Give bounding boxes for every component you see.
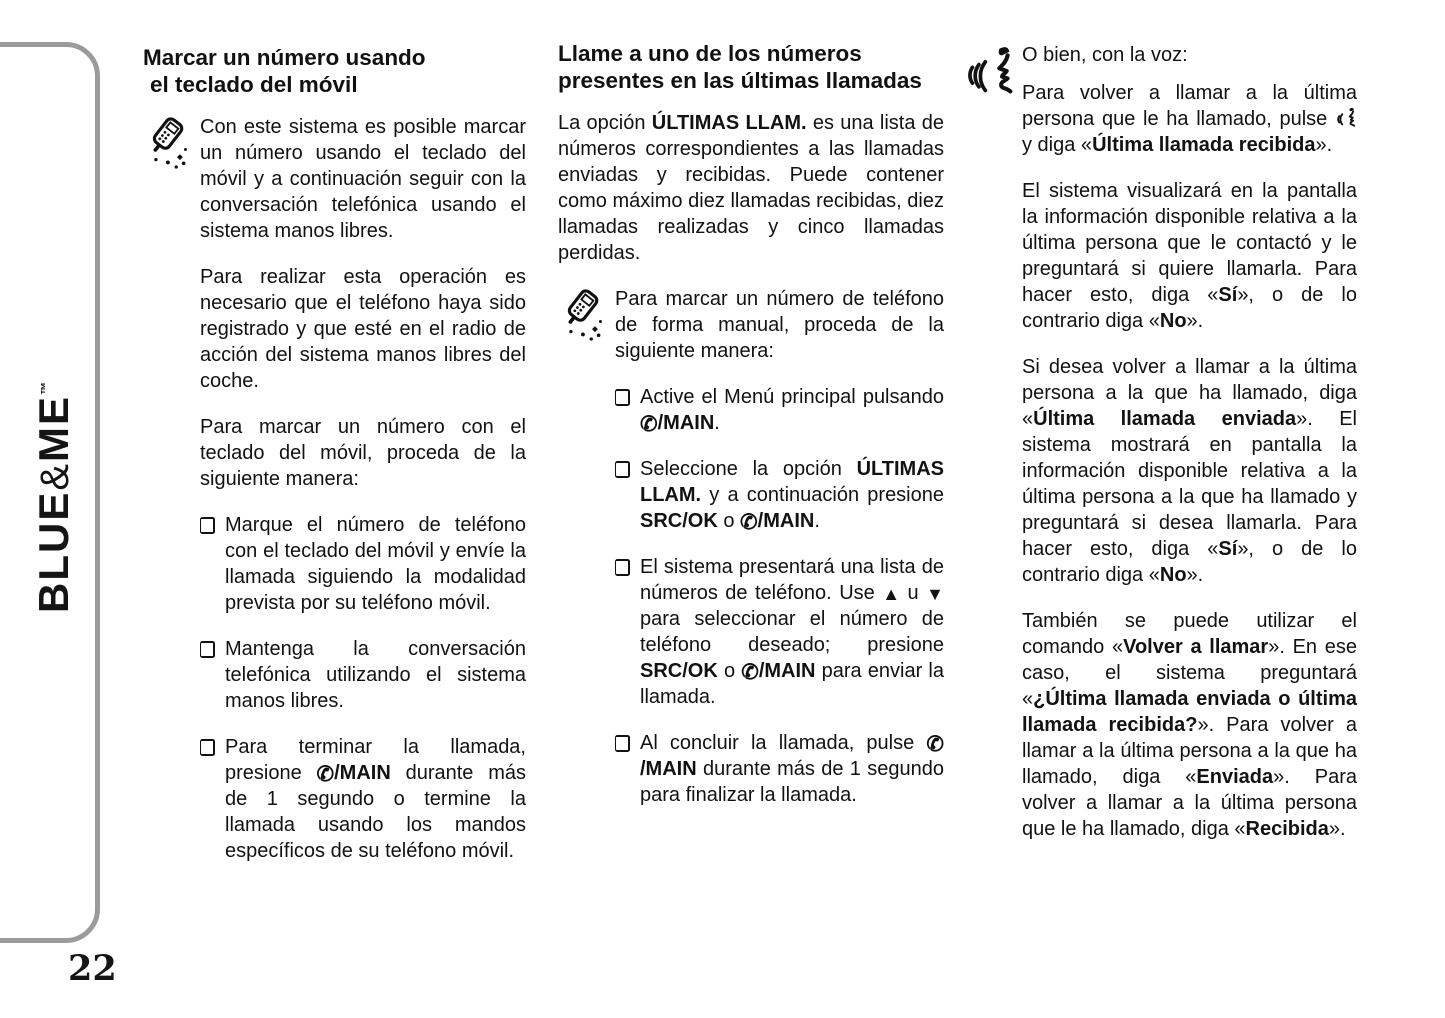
- column-marcar-numero: [143, 44, 526, 884]
- title-line: Llame a uno de los números: [558, 41, 862, 66]
- bullet-list: [200, 512, 526, 864]
- bullet-square-icon: [615, 735, 630, 752]
- list-item-text: El sistema presentará una lista de números de teléfono. Use ▲ u ▼ para seleccionar el número de teléfono deseado; presione SRC/OK o ✆/MAIN para enviar la llamada.: [640, 556, 944, 708]
- list-item-text: Mantenga la conversación telefónica utilizando el sistema manos libres.: [225, 638, 526, 712]
- column-comandos-voz: [965, 42, 1357, 862]
- page-number: 22: [68, 948, 117, 989]
- handset-icon: ✆: [741, 661, 759, 684]
- paragraph: Para volver a llamar a la última persona que le ha llamado, pulse y diga «Última llamada recibida».: [1022, 82, 1357, 156]
- paragraph: También se puede utilizar el comando «Volver a llamar». En ese caso, el sistema preguntará «¿Última llamada enviada o última llamada recibida?». Para volver a llamar a la última persona a la que ha llamado, diga «Enviada». Para volver a llamar a la última persona que le ha llamado, diga «Recibida».: [1022, 610, 1357, 840]
- list-item: [200, 636, 526, 714]
- logo-ampersand: &: [33, 461, 77, 491]
- list-item: [615, 456, 944, 534]
- list-item: [615, 384, 944, 436]
- list-item-text: Active el Menú principal pulsando ✆/MAIN.: [640, 386, 944, 436]
- bullet-square-icon: [615, 559, 630, 576]
- paragraph: La opción ÚLTIMAS LLAM. es una lista de números correspondientes a las llamadas enviadas y recibidas. Puede contener como máximo diez llamadas recibidas, diez llamadas realizadas y cinco llamadas perdidas.: [558, 112, 945, 264]
- handset-icon: ✆: [740, 511, 758, 534]
- title-line: presentes en las últimas llamadas: [558, 68, 922, 93]
- mobile-phone-icon: [143, 115, 191, 178]
- list-item: [615, 730, 944, 808]
- bullet-square-icon: [615, 461, 630, 478]
- paragraph: Para marcar un número con el teclado del móvil, proceda de la siguiente manera:: [200, 416, 526, 490]
- list-item-text: Para terminar la llamada, presione ✆/MAIN durante más de 1 segundo o termine la llamada usando los mandos específicos de su teléfono móvil.: [225, 736, 526, 862]
- paragraph: Para marcar un número de teléfono de forma manual, proceda de la siguiente manera:: [615, 286, 944, 364]
- list-item-text: Seleccione la opción ÚLTIMAS LLAM. y a continuación presione SRC/OK o ✆/MAIN.: [640, 458, 944, 534]
- column-ultimas-llamadas: [558, 40, 944, 828]
- bullet-square-icon: [200, 739, 215, 756]
- bullet-square-icon: [200, 641, 215, 658]
- voice-command-icon: [965, 42, 1015, 107]
- bullet-square-icon: [615, 389, 630, 406]
- down-arrow-icon: ▼: [926, 584, 944, 604]
- list-item: [200, 512, 526, 616]
- paragraph: O bien, con la voz:: [1022, 44, 1188, 66]
- section-title-llame: [558, 40, 944, 94]
- handset-icon: ✆: [926, 733, 944, 756]
- blueme-logo: [30, 382, 78, 613]
- bullet-square-icon: [200, 517, 215, 534]
- trademark-symbol: ™: [38, 381, 53, 395]
- list-item-text: Al concluir la llamada, pulse ✆/MAIN durante más de 1 segundo para finalizar la llamada.: [640, 732, 944, 806]
- paragraph: Con este sistema es posible marcar un número usando el teclado del móvil y a continuación seguir con la conversación telefónica usando el sistema manos libres.: [200, 114, 526, 244]
- paragraph: El sistema visualizará en la pantalla la información disponible relativa a la última persona que le contactó y le preguntará si quiere llamarla. Para hacer esto, diga «Sí», o de lo contrario diga «No».: [1022, 180, 1357, 332]
- handset-icon: ✆: [316, 763, 335, 786]
- paragraph: Si desea volver a llamar a la última persona a la que ha llamado, diga «Última llamada enviada». El sistema mostrará en pantalla la información disponible relativa a la última persona a la que ha llamado y preguntará si desea llamarla. Para hacer esto, diga «Sí», o de lo contrario diga «No».: [1022, 356, 1357, 586]
- list-item: [200, 734, 526, 864]
- section-title-marcar: [143, 44, 526, 98]
- up-arrow-icon: ▲: [882, 584, 901, 604]
- list-item: [615, 554, 944, 710]
- mobile-phone-icon: [558, 287, 606, 350]
- title-line: el teclado del móvil: [150, 72, 358, 97]
- bullet-list: [615, 384, 944, 808]
- handset-icon: ✆: [640, 413, 658, 436]
- title-line: Marcar un número usando: [143, 45, 426, 70]
- logo-text-2: ME: [30, 394, 77, 462]
- voice-command-glyph: [1335, 106, 1357, 130]
- paragraph: Para realizar esta operación es necesario que el teléfono haya sido registrado y que esté en el radio de acción del sistema manos libres del coche.: [200, 266, 526, 392]
- list-item-text: Marque el número de teléfono con el teclado del móvil y envíe la llamada siguiendo la modalidad prevista por su teléfono móvil.: [225, 514, 526, 614]
- voice-section: [1022, 42, 1357, 842]
- voice-command-icon: [1335, 106, 1357, 130]
- logo-text: BLUE: [30, 490, 77, 613]
